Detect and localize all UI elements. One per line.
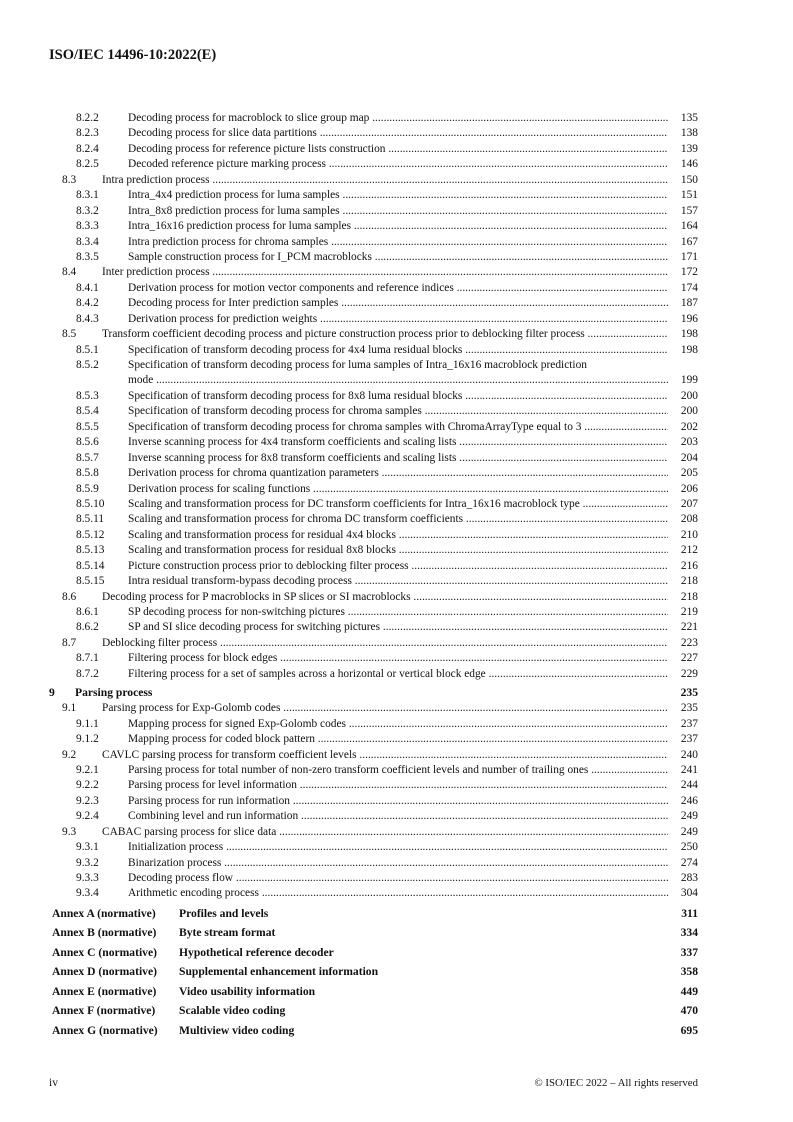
toc-entry[interactable] <box>49 825 698 840</box>
toc-entry-page: 221 <box>681 620 698 635</box>
toc-entry-page: 135 <box>681 111 698 126</box>
toc-entry-title: Scaling and transformation process for DC transform coefficients for Intra_16x16 macroblock type ..... <box>128 497 668 512</box>
annex-page: 358 <box>681 962 698 982</box>
toc-entry-page: 246 <box>681 794 698 809</box>
toc-entry-title: Decoding process flow ..... <box>128 871 668 886</box>
toc-entry[interactable] <box>49 667 698 682</box>
toc-entry-title: Intra_8x8 prediction process for luma samples ..... <box>128 204 668 219</box>
toc-entry-title: Decoding process for P macroblocks in SP slices or SI macroblocks ..... <box>102 590 668 605</box>
toc-entry-number: 9.3.1 <box>76 841 99 854</box>
toc-entry[interactable] <box>49 732 698 747</box>
annex-title: Profiles and levels <box>179 906 269 920</box>
toc-entry-number: 8.5.15 <box>76 575 105 588</box>
toc-entry[interactable] <box>49 701 698 716</box>
toc-entry-number: 8.5.10 <box>76 497 105 510</box>
toc-entry-page: 210 <box>681 528 698 543</box>
page-number: iv <box>49 1077 58 1089</box>
toc-entry-page: 206 <box>681 482 698 497</box>
toc-entry-title: Inverse scanning process for 4x4 transform coefficients and scaling lists ..... <box>128 435 668 450</box>
toc-entry-page: 205 <box>681 466 698 481</box>
toc-entry-page: 237 <box>681 717 698 732</box>
toc-entry-number: 9.1.2 <box>76 733 99 746</box>
toc-entry-page: 202 <box>681 420 698 435</box>
toc-entry-title: Filtering process for block edges ..... <box>128 651 668 666</box>
toc-entry-title: Decoding process for Inter prediction samples ..... <box>128 296 668 311</box>
toc-annex-entry[interactable] <box>49 923 698 943</box>
toc-entry[interactable] <box>49 420 698 435</box>
toc-entry-title: SP and SI slice decoding process for switching pictures ..... <box>128 620 668 635</box>
toc-entry-title: CAVLC parsing process for transform coefficient levels ..... <box>102 748 668 763</box>
annex-title: Supplemental enhancement information <box>179 965 379 979</box>
toc-entry-page: 199 <box>681 373 698 388</box>
toc-entry-page: 196 <box>681 312 698 327</box>
toc-entry-title: Inter prediction process ..... <box>102 265 668 280</box>
toc-entry[interactable] <box>49 435 698 450</box>
toc-entry-title: Scaling and transformation process for residual 8x8 blocks ..... <box>128 543 668 558</box>
toc-entry[interactable] <box>49 636 698 651</box>
toc-entry-title: Intra residual transform-bypass decoding process ..... <box>128 574 668 589</box>
toc-entry-number: 8.3.3 <box>76 220 99 233</box>
annex-page: 470 <box>681 1001 698 1021</box>
toc-entry-number: 8.2.2 <box>76 112 99 124</box>
toc-entry-number: 8.5.6 <box>76 436 99 449</box>
toc-entry-number: 8.3.5 <box>76 250 99 263</box>
annex-label: Annex D (normative) <box>52 965 157 979</box>
toc-entry-number: 8.4.1 <box>76 281 99 294</box>
annex-title: Multiview video coding <box>179 1023 295 1037</box>
toc-entry-page: 138 <box>681 126 698 141</box>
toc-entry-page: 198 <box>681 343 698 358</box>
toc-entry-number: 8.5 <box>62 328 77 341</box>
toc-entry-title: Scaling and transformation process for residual 4x4 blocks ..... <box>128 528 668 543</box>
toc-entry-title: Intra prediction process for chroma samples ..... <box>128 235 668 250</box>
toc-entry-number: 9.2.2 <box>76 779 99 792</box>
toc-entry-number: 8.6 <box>62 590 77 603</box>
toc-entry[interactable] <box>49 886 698 901</box>
toc-entry-number: 9.1 <box>62 702 77 715</box>
toc-entry-number: 8.5.11 <box>76 513 105 526</box>
toc-entry[interactable] <box>49 809 698 824</box>
toc-entry-number: 8.3 <box>62 173 77 186</box>
toc-entry-page: 171 <box>681 250 698 265</box>
toc-entry-number: 9.2 <box>62 748 77 761</box>
toc-entry-title: Parsing process for Exp-Golomb codes ..... <box>102 701 668 716</box>
annex-label: Annex G (normative) <box>52 1023 158 1037</box>
toc-entry-number: 8.3.2 <box>76 204 99 217</box>
toc-entry-page: 198 <box>681 327 698 342</box>
toc-entry-title: Parsing process <box>75 686 153 700</box>
toc-entry-number: 8.6.1 <box>76 606 99 619</box>
toc-entry-page: 250 <box>681 840 698 855</box>
toc-entry-title: Derivation process for scaling functions ..... <box>128 482 668 497</box>
toc-entry-title: Intra_16x16 prediction process for luma samples ..... <box>128 219 668 234</box>
toc-entry-title: SP decoding process for non-switching pictures ..... <box>128 605 668 620</box>
toc-entry-number: 8.7 <box>62 636 77 649</box>
toc-entry-title: Parsing process for level information ..... <box>128 778 668 793</box>
toc-entry-title: Scaling and transformation process for chroma DC transform coefficients ..... <box>128 512 668 527</box>
toc-entry-number: 8.5.12 <box>76 528 105 541</box>
toc-entry[interactable] <box>49 871 698 886</box>
toc-entry-number: 9.3 <box>62 825 77 838</box>
toc-entry-page: 229 <box>681 667 698 682</box>
toc-entry[interactable] <box>49 281 698 296</box>
toc-entry-page: 139 <box>681 142 698 157</box>
toc-entry-title: Arithmetic encoding process ..... <box>128 886 668 901</box>
toc-entry[interactable] <box>49 574 698 589</box>
toc-entry-page: 187 <box>681 296 698 311</box>
toc-entry-page: 244 <box>681 778 698 793</box>
toc-entry-page: 304 <box>681 886 698 901</box>
toc-entry-title: Picture construction process prior to deblocking filter process ..... <box>128 559 668 574</box>
toc-entry-page: 240 <box>681 748 698 763</box>
toc-entry-title: Specification of transform decoding process for 4x4 luma residual blocks ..... <box>128 343 668 358</box>
toc-entry-title: Combining level and run information ..... <box>128 809 668 824</box>
toc-entry[interactable] <box>49 389 698 404</box>
toc-entry[interactable] <box>49 466 698 481</box>
toc-entry-number: 9.2.3 <box>76 794 99 807</box>
toc-entry-title: Decoding process for slice data partitions ..... <box>128 126 668 141</box>
toc-entry[interactable] <box>49 404 698 419</box>
toc-entry-page: 216 <box>681 559 698 574</box>
toc-entry[interactable] <box>49 685 698 701</box>
annex-page: 334 <box>681 923 698 943</box>
toc-entry-title: Specification of transform decoding process for chroma samples with ChromaArrayType equal to 3 ..... <box>128 420 668 435</box>
toc-entry-page: 249 <box>681 809 698 824</box>
toc-entry-number: 8.7.1 <box>76 652 99 665</box>
toc-entry-title: Specification of transform decoding process for luma samples of Intra_16x16 macroblock prediction <box>128 359 587 371</box>
toc-annex-entry[interactable] <box>49 943 698 963</box>
toc-entry-page: 172 <box>681 265 698 280</box>
toc-entry[interactable] <box>49 651 698 666</box>
toc-entry-page: 200 <box>681 389 698 404</box>
toc-entry-number: 9.2.1 <box>76 763 99 776</box>
toc-entry-page: 204 <box>681 451 698 466</box>
toc-entry-page: 237 <box>681 732 698 747</box>
toc-entry-page: 146 <box>681 157 698 172</box>
toc-entry[interactable] <box>49 482 698 497</box>
annex-label: Annex E (normative) <box>52 984 157 998</box>
toc-entry[interactable] <box>49 204 698 219</box>
toc-entry-title: Parsing process for total number of non-zero transform coefficient levels and number of trailing ones ..... <box>128 763 668 778</box>
toc-entry-page: 283 <box>681 871 698 886</box>
toc-entry[interactable] <box>49 142 698 157</box>
toc-entry-title: Derivation process for motion vector components and reference indices ..... <box>128 281 668 296</box>
toc-entry-page: 212 <box>681 543 698 558</box>
toc-entry-number: 8.2.5 <box>76 158 99 171</box>
toc-entry-title: Intra prediction process ..... <box>102 173 668 188</box>
annex-title: Byte stream format <box>179 926 276 940</box>
toc-entry[interactable] <box>49 748 698 763</box>
toc-entry-title: Mapping process for signed Exp-Golomb codes ..... <box>128 717 668 732</box>
toc-entry-number: 8.3.1 <box>76 189 99 202</box>
toc-entry-page: 218 <box>681 590 698 605</box>
toc-entry-number: 8.5.3 <box>76 389 99 402</box>
toc-entry-title: Transform coefficient decoding process and picture construction process prior to deblocking filter process ..... <box>102 327 668 342</box>
toc-entry-number: 8.3.4 <box>76 235 99 248</box>
toc-entry[interactable] <box>49 620 698 635</box>
toc-entry[interactable] <box>49 188 698 203</box>
toc-entry-page: 241 <box>681 763 698 778</box>
toc-entry-page: 227 <box>681 651 698 666</box>
annex-title: Scalable video coding <box>179 1004 286 1018</box>
toc-entry[interactable] <box>49 327 698 342</box>
toc-entry-title: Specification of transform decoding process for 8x8 luma residual blocks ..... <box>128 389 668 404</box>
toc-entry-page: 203 <box>681 435 698 450</box>
toc-entry[interactable] <box>49 157 698 172</box>
toc-entry-title: Derivation process for prediction weights ..... <box>128 312 668 327</box>
toc-entry[interactable] <box>49 763 698 778</box>
toc-entry-page: 151 <box>681 188 698 203</box>
toc-annex-entry[interactable] <box>49 982 698 1002</box>
toc-entry[interactable] <box>49 559 698 574</box>
toc-entry-number: 8.4 <box>62 266 77 279</box>
toc-entry-number: 9.1.1 <box>76 717 99 730</box>
annex-page: 695 <box>681 1021 698 1041</box>
toc-entry-number: 9.3.4 <box>76 887 99 900</box>
toc-entry-page: 200 <box>681 404 698 419</box>
toc-entry-number: 8.6.2 <box>76 621 99 634</box>
toc-entry-number: 8.2.4 <box>76 142 99 155</box>
toc-entry-page: 218 <box>681 574 698 589</box>
toc-annex-entry[interactable] <box>49 962 698 982</box>
toc-entry-number: 8.5.2 <box>76 359 99 371</box>
toc-entry-title: Intra_4x4 prediction process for luma samples ..... <box>128 188 668 203</box>
toc-entry-page: 150 <box>681 173 698 188</box>
table-of-contents <box>49 111 698 1040</box>
annex-label: Annex C (normative) <box>52 945 157 959</box>
toc-entry-number: 8.5.5 <box>76 420 99 433</box>
toc-entry-number: 9.2.4 <box>76 810 99 823</box>
toc-entry[interactable] <box>49 840 698 855</box>
toc-entry[interactable] <box>49 219 698 234</box>
toc-entry-number: 9.3.2 <box>76 856 99 869</box>
toc-entry[interactable] <box>49 543 698 558</box>
toc-entry-title: Derivation process for chroma quantization parameters ..... <box>128 466 668 481</box>
toc-entry[interactable] <box>49 605 698 620</box>
toc-entry-page: 219 <box>681 605 698 620</box>
toc-entry[interactable] <box>49 265 698 280</box>
annex-page: 449 <box>681 982 698 1002</box>
toc-entry-number: 9.3.3 <box>76 872 99 885</box>
toc-entry-page: 235 <box>681 701 698 716</box>
annex-label: Annex F (normative) <box>52 1004 156 1018</box>
toc-entry-page: 274 <box>681 856 698 871</box>
annex-title: Video usability information <box>179 984 316 998</box>
toc-entry[interactable] <box>49 312 698 327</box>
toc-annex-entry[interactable] <box>49 1021 698 1041</box>
toc-entry-title: Sample construction process for I_PCM macroblocks ..... <box>128 250 668 265</box>
toc-entry[interactable] <box>49 358 698 389</box>
toc-entry-title: Mapping process for coded block pattern ..... <box>128 732 668 747</box>
toc-entry-number: 8.4.2 <box>76 297 99 310</box>
toc-entry[interactable] <box>49 794 698 809</box>
annex-label: Annex B (normative) <box>52 926 157 940</box>
annex-label: Annex A (normative) <box>52 906 156 920</box>
toc-entry-number: 9 <box>49 686 55 700</box>
toc-entry-number: 8.5.14 <box>76 559 105 572</box>
toc-annex-entry[interactable] <box>49 904 698 924</box>
toc-entry[interactable] <box>49 497 698 512</box>
toc-entry[interactable] <box>49 250 698 265</box>
toc-entry[interactable] <box>49 173 698 188</box>
toc-entry-title: Inverse scanning process for 8x8 transform coefficients and scaling lists ..... <box>128 451 668 466</box>
toc-entry-title: Initialization process ..... <box>128 840 668 855</box>
toc-entry-page: 157 <box>681 204 698 219</box>
toc-entry-page: 208 <box>681 512 698 527</box>
toc-entry-number: 8.5.13 <box>76 544 105 557</box>
toc-entry-number: 8.5.8 <box>76 467 99 480</box>
toc-annex-entry[interactable] <box>49 1001 698 1021</box>
toc-entry-page: 167 <box>681 235 698 250</box>
toc-entry-number: 8.5.1 <box>76 343 99 356</box>
toc-entry[interactable] <box>49 778 698 793</box>
toc-entry-title: Specification of transform decoding process for chroma samples ..... <box>128 404 668 419</box>
toc-entry[interactable] <box>49 590 698 605</box>
toc-entry[interactable] <box>49 126 698 141</box>
toc-entry-title: Deblocking filter process ..... <box>102 636 668 651</box>
toc-entry-title: Filtering process for a set of samples across a horizontal or vertical block edge ..... <box>128 667 668 682</box>
annex-page: 311 <box>681 904 698 924</box>
annex-title: Hypothetical reference decoder <box>179 945 334 959</box>
toc-entry-title: Decoding process for macroblock to slice group map ..... <box>128 111 668 126</box>
toc-entry-number: 8.4.3 <box>76 312 99 325</box>
toc-entry-title: Binarization process ..... <box>128 856 668 871</box>
toc-entry-page: 235 <box>680 686 698 700</box>
toc-entry[interactable] <box>49 343 698 358</box>
toc-entry-page: 174 <box>681 281 698 296</box>
toc-entry-title: Parsing process for run information ..... <box>128 794 668 809</box>
toc-entry-title-continuation: mode ..... <box>128 373 668 388</box>
toc-entry-page: 223 <box>681 636 698 651</box>
toc-entry-page: 164 <box>681 219 698 234</box>
toc-entry-number: 8.5.4 <box>76 405 99 418</box>
toc-entry[interactable] <box>49 111 698 126</box>
toc-entry[interactable] <box>49 296 698 311</box>
toc-entry[interactable] <box>49 451 698 466</box>
toc-entry-title: CABAC parsing process for slice data ..... <box>102 825 668 840</box>
toc-entry-title: Decoded reference picture marking process ..... <box>128 157 668 172</box>
toc-entry-page: 207 <box>681 497 698 512</box>
copyright-notice: © ISO/IEC 2022 – All rights reserved <box>534 1077 698 1089</box>
toc-entry[interactable] <box>49 717 698 732</box>
annex-page: 337 <box>681 943 698 963</box>
toc-entry-page: 249 <box>681 825 698 840</box>
toc-entry[interactable] <box>49 528 698 543</box>
document-header: ISO/IEC 14496-10:2022(E) <box>49 47 217 63</box>
toc-entry-number: 8.7.2 <box>76 667 99 680</box>
toc-entry-title: Decoding process for reference picture lists construction ..... <box>128 142 668 157</box>
toc-entry-number: 8.2.3 <box>76 127 99 140</box>
toc-entry[interactable] <box>49 235 698 250</box>
toc-entry[interactable] <box>49 856 698 871</box>
toc-entry-number: 8.5.9 <box>76 482 99 495</box>
toc-entry-number: 8.5.7 <box>76 451 99 464</box>
toc-entry[interactable] <box>49 512 698 527</box>
